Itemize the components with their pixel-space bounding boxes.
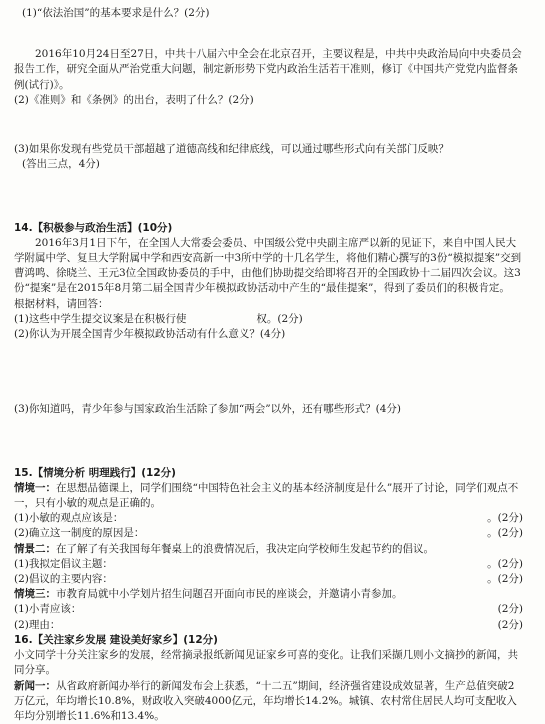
q15-heading: 15.【情境分析 明理践行】(12分): [14, 466, 176, 479]
q15-s3-q2-label: (2)理由：: [14, 618, 61, 631]
q16-news1: [14, 679, 523, 724]
q15-s1-q2: [14, 526, 523, 541]
q14-passage: 2016年3月1日下午，在全国人大常委会委员、中国级公党中央副主席严以新的见证下，来自中国人民大学附属中学、复旦大学附属中学和西安高新一中3所中学的十几名学生，将他们精心撰写的3份“模拟提案”交到曹鸿鸣、徐晓兰、王元3位全国政协委员的手中，由他们协助提交给即将召开的全国政协十二届四次会议。这3份“提案”是在2015年8月第二届全国青少年模拟政协活动中产生的“最佳提案”，得到了委员们的积极肯定。: [14, 236, 522, 295]
q14-sub1: [14, 312, 523, 327]
q15-s1-q2-score: 。(2分): [487, 527, 523, 540]
q15-s2-q2-label: (2)倡议的主要内容：: [14, 573, 113, 586]
q15-scenario2: [14, 542, 523, 557]
q16-news1-label: 新闻一：: [14, 679, 56, 692]
q15-scenario1-label: 情境一：: [14, 481, 56, 494]
q15-s2-q1-label: (1)我拟定倡议主题：: [14, 557, 113, 570]
q15-s2-q1: [14, 557, 523, 572]
q14-sub2: (2)你认为开展全国青少年模拟政协活动有什么意义？(4分): [14, 328, 286, 341]
q15-s3-q1: [14, 602, 523, 617]
q14-instruction: 根据材料，请回答：: [14, 297, 109, 310]
q15-scenario3: [14, 587, 523, 602]
q16-news1-text: 从省政府新闻办举行的新闻发布会上获悉，“十二五”期间，经济强省建设成效显著，生产总值突破2万亿元，年均增长10.8%，财政收入突破4000亿元，年均增长14.2%。城镇、农村常住居民人均可支配收入年均分别增长11.6%和13.4%。: [14, 679, 517, 722]
q15-s1-q1-label: (1)小敏的观点应该是：: [14, 512, 124, 525]
q15-scenario2-text: 在了解了有关我国每年餐桌上的浪费情况后，我决定向学校师生发起节约的倡议。: [56, 542, 434, 555]
q14-heading: 14.【积极参与政治生活】(10分): [14, 221, 173, 234]
q13-sub3: (3)如果你发现有些党员干部超越了道德高线和纪律底线，可以通过哪些形式向有关部门反映？: [14, 143, 449, 156]
q15-scenario1: [14, 481, 523, 511]
q15-s3-q2-score: (2分): [497, 618, 523, 631]
q13-sub1: (1)“依法治国”的基本要求是什么？(2分): [22, 7, 210, 19]
q13-passage: 2016年10月24日至27日，中共十八届六中全会在北京召开，主要议程是，中共中央政治局向中央委员会报告工作，研究全面从严治党重大问题，制定新形势下党内政治生活若干准则，修订《中国共产党党内监督条例(试行)》。: [14, 48, 522, 91]
q13-sub3-note: (答出三点，4分): [22, 158, 100, 171]
q16-heading: 16.【关注家乡发展 建设美好家乡】(12分): [14, 633, 218, 646]
q13-sub2: (2)《准则》和《条例》的出台，表明了什么？(2分): [14, 93, 254, 106]
q14-sub1-prefix: (1)这些中学生提交议案是在积极行使: [14, 312, 187, 325]
q14-sub1-suffix: 权。(2分): [256, 312, 303, 325]
q15-s3-q1-score: (2分): [497, 603, 523, 616]
q14-sub3: (3)你知道吗，青少年参与国家政治生活除了参加“两会”以外，还有哪些形式？(4分): [14, 403, 401, 416]
q15-scenario3-label: 情境三：: [14, 588, 56, 601]
q15-scenario1-text: 在思想品德课上，同学们围绕“中国特色社会主义的基本经济制度是什么”展开了讨论，同学们观点不一，只有小敏的观点是正确的。: [14, 481, 519, 509]
q15-s2-q1-score: 。(2分): [487, 557, 523, 570]
q15-s1-q1: [14, 511, 523, 526]
q15-s3-q2: [14, 618, 523, 633]
q15-s3-q1-label: (1)小青应该：: [14, 603, 82, 616]
q15-s1-q2-label: (2)确立这一制度的原因是：: [14, 527, 145, 540]
q15-s1-q1-score: 。(2分): [487, 512, 523, 525]
q15-s2-q2: [14, 572, 523, 587]
q15-scenario2-label: 情景二：: [14, 542, 56, 555]
q16-intro: 小文同学十分关注家乡的发展，经常摘录报纸新闻见证家乡可喜的变化。让我们采撷几则小文摘抄的新闻，共同分享。: [14, 649, 518, 677]
q15-s2-q2-score: 。(2分): [487, 573, 523, 586]
q15-scenario3-text: 市教育局就中小学划片招生问题召开面向市民的座谈会，并邀请小青参加。: [56, 588, 403, 601]
